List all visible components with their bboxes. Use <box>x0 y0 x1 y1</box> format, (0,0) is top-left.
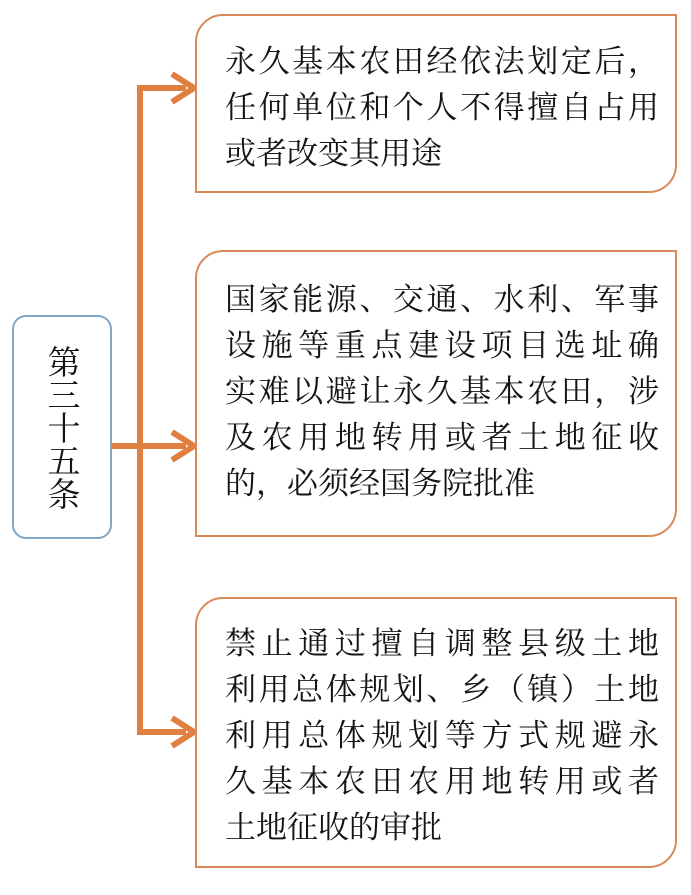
clause-1-line-3: 或者改变其用途 <box>225 136 442 172</box>
clause-3-line-2: 利用总体规划、乡（镇）土地 <box>225 672 659 708</box>
clause-1-line-1: 永久基本农田经依法划定后， <box>225 44 659 80</box>
article-number-label: 第三十五条 <box>42 344 82 510</box>
clause-3-line-3: 利用总体规划等方式规避永 <box>225 718 659 754</box>
clause-2-line-5: 的，必须经国务院批准 <box>225 466 535 502</box>
clause-3-line-1: 禁止通过擅自调整县级土地 <box>225 626 659 662</box>
clause-2-line-4: 及农用地转用或者土地征收 <box>225 420 659 456</box>
clause-2-line-1: 国家能源、交通、水利、军事 <box>225 282 659 318</box>
arrowhead-middle-icon <box>172 432 194 460</box>
clause-1-line-2: 任何单位和个人不得擅自占用 <box>225 90 659 126</box>
clause-2-line-2: 设施等重点建设项目选址确 <box>225 328 659 364</box>
arrowhead-bottom-icon <box>172 718 194 746</box>
clause-box-3 <box>195 597 677 868</box>
clause-box-2 <box>195 250 677 537</box>
connector-spine <box>140 88 186 732</box>
clause-box-1 <box>195 14 677 193</box>
clause-3-line-4: 久基本农田农用地转用或者 <box>225 764 659 800</box>
arrowhead-top-icon <box>172 74 194 102</box>
clause-2-line-3: 实难以避让永久基本农田，涉 <box>225 374 659 410</box>
clause-3-line-5: 土地征收的审批 <box>225 810 442 846</box>
article-number-box <box>12 315 112 539</box>
